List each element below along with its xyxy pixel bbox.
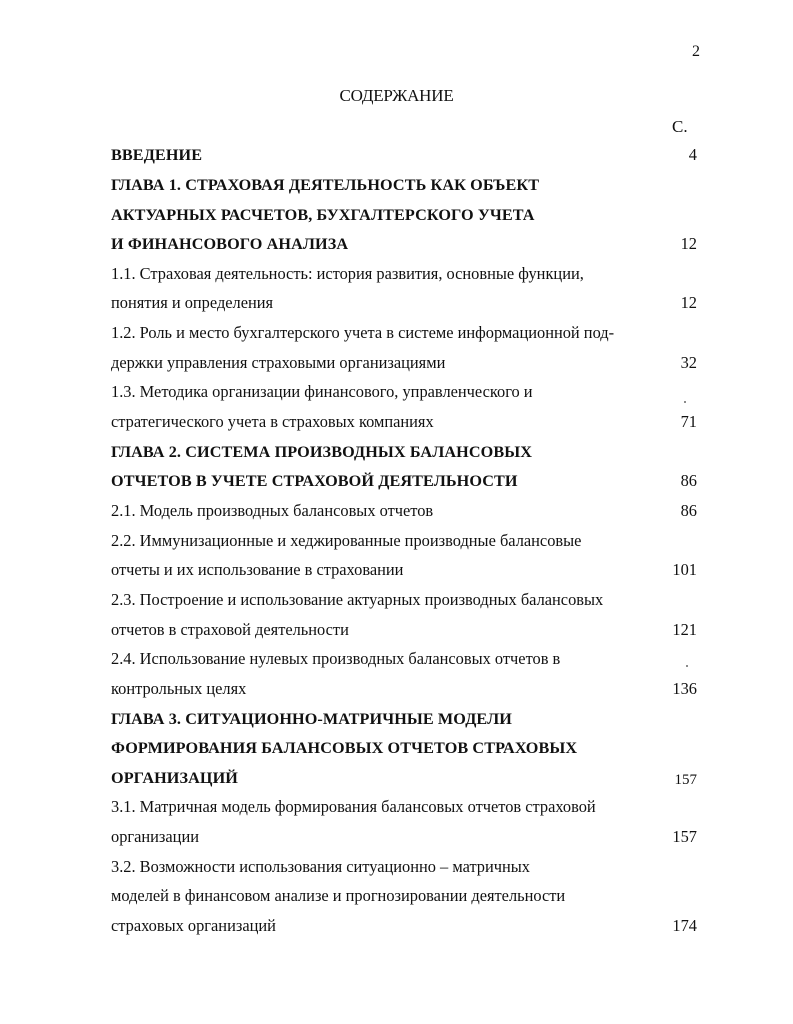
toc-section-2-3-line-2: отчетов в страховой деятельности <box>111 620 349 639</box>
toc-section-1-2-line-2: держки управления страховыми организациями <box>111 353 446 372</box>
toc-page-chapter-1: 12 <box>680 234 697 253</box>
toc-page-section-2-1: 86 <box>680 501 697 520</box>
toc-page-section-3-2: 174 <box>672 916 697 935</box>
toc-section-3-2-line-1: 3.2. Возможности использования ситуационно – матричных <box>111 857 531 876</box>
toc-chapter-1-line-1: ГЛАВА 1. СТРАХОВАЯ ДЕЯТЕЛЬНОСТЬ КАК ОБЪЕКТ <box>111 176 540 194</box>
toc-page-section-1-1: 12 <box>680 293 697 312</box>
toc-section-2-1-line-1: 2.1. Модель производных балансовых отчетов <box>111 501 434 520</box>
toc-chapter-3-line-3: ОРГАНИЗАЦИЙ <box>111 769 238 787</box>
toc-page-section-2-3: 121 <box>672 620 697 639</box>
toc-chapter-2-line-1: ГЛАВА 2. СИСТЕМА ПРОИЗВОДНЫХ БАЛАНСОВЫХ <box>111 443 533 461</box>
toc-entry-introduction: ВВЕДЕНИЕ <box>111 146 203 164</box>
toc-page-section-3-1: 157 <box>672 827 697 846</box>
toc-section-2-4-line-1: 2.4. Использование нулевых производных балансовых отчетов в <box>111 649 561 668</box>
toc-section-1-1-line-2: понятия и определения <box>111 293 274 312</box>
toc-chapter-3-line-1: ГЛАВА 3. СИТУАЦИОННО-МАТРИЧНЫЕ МОДЕЛИ <box>111 710 512 728</box>
page-number: 2 <box>692 43 700 60</box>
toc-section-2-4-line-2: контрольных целях <box>111 679 247 698</box>
toc-page-chapter-2: 86 <box>680 471 697 490</box>
toc-section-1-2-line-1: 1.2. Роль и место бухгалтерского учета в системе информационной под- <box>111 323 615 342</box>
toc-chapter-3-line-2: ФОРМИРОВАНИЯ БАЛАНСОВЫХ ОТЧЕТОВ СТРАХОВЫХ <box>111 739 578 757</box>
toc-section-2-2-line-1: 2.2. Иммунизационные и хеджированные производные балансовые <box>111 531 582 550</box>
scan-speck <box>684 401 686 403</box>
toc-section-1-3-line-1: 1.3. Методика организации финансового, управленческого и <box>111 382 533 401</box>
toc-section-2-2-line-2: отчеты и их использование в страховании <box>111 560 404 579</box>
toc-page-section-1-3: 71 <box>680 412 697 431</box>
toc-page-introduction: 4 <box>688 145 697 164</box>
toc-page-section-1-2: 32 <box>680 353 697 372</box>
toc-section-3-1-line-1: 3.1. Матричная модель формирования балансовых отчетов страховой <box>111 797 596 816</box>
toc-section-3-1-line-2: организации <box>111 827 199 846</box>
toc-section-3-2-line-2: моделей в финансовом анализе и прогнозировании деятельности <box>111 886 566 905</box>
toc-section-1-3-line-2: стратегического учета в страховых компаниях <box>111 412 434 431</box>
toc-section-2-3-line-1: 2.3. Построение и использование актуарных производных балансовых <box>111 590 604 609</box>
toc-chapter-2-line-2: ОТЧЕТОВ В УЧЕТЕ СТРАХОВОЙ ДЕЯТЕЛЬНОСТИ <box>111 472 518 490</box>
toc-page-section-2-2: 101 <box>672 560 697 579</box>
toc-section-3-2-line-3: страховых организаций <box>111 916 276 935</box>
toc-chapter-1-line-2: АКТУАРНЫХ РАСЧЕТОВ, БУХГАЛТЕРСКОГО УЧЕТА <box>111 206 535 224</box>
toc-page-chapter-3: 157 <box>674 772 697 788</box>
toc-title: СОДЕРЖАНИЕ <box>339 86 454 105</box>
toc-section-1-1-line-1: 1.1. Страховая деятельность: история развития, основные функции, <box>111 264 584 283</box>
toc-page-section-2-4: 136 <box>672 679 697 698</box>
toc-chapter-1-line-3: И ФИНАНСОВОГО АНАЛИЗА <box>111 235 349 253</box>
scan-speck <box>686 665 688 667</box>
page-column-label: С. <box>672 117 688 136</box>
